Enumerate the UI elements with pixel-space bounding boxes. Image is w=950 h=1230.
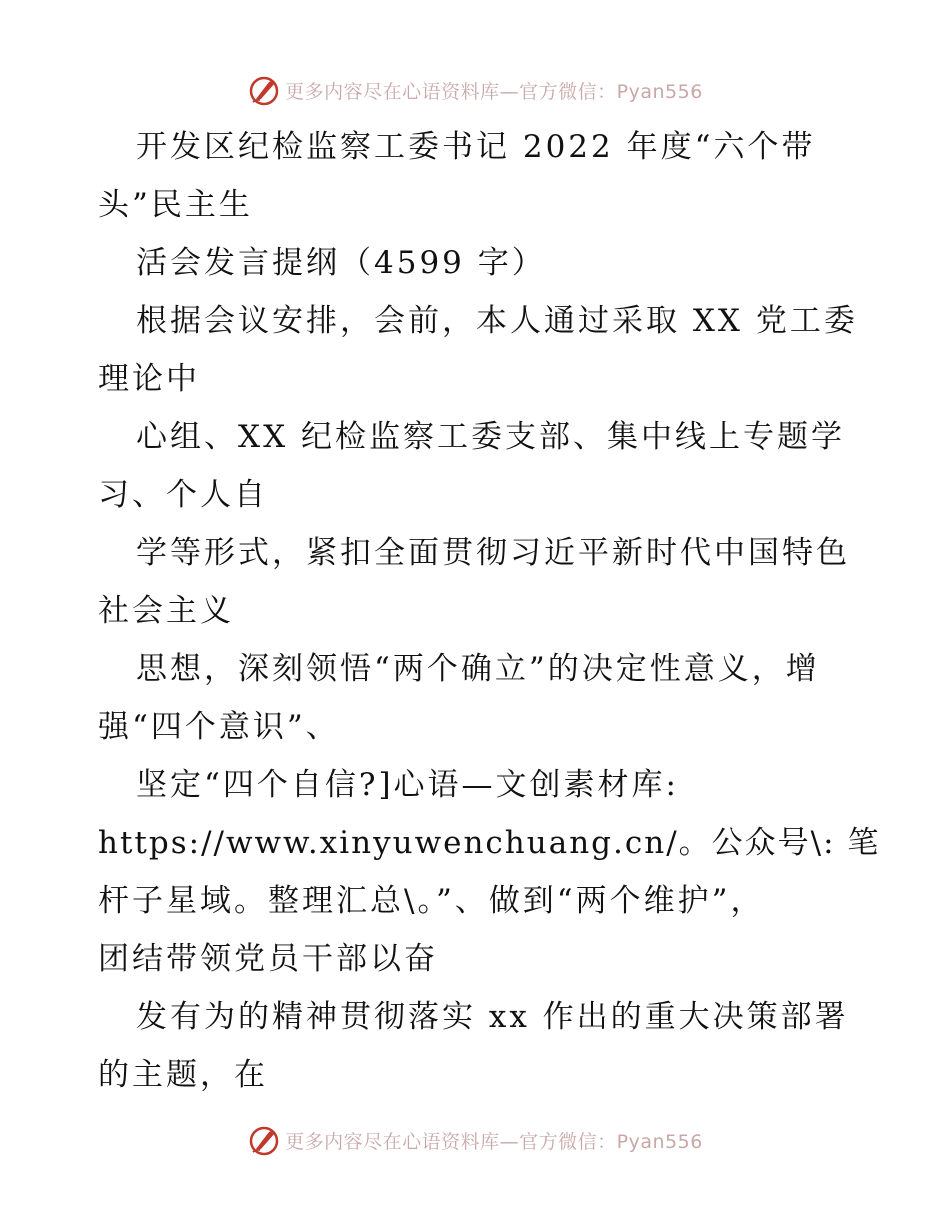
- quill-circle-logo-icon: [247, 73, 281, 107]
- text-line: 发有为的精神贯彻落实 xx 作出的重大决策部署: [136, 999, 849, 1035]
- text-line: 根据会议安排，会前，本人通过采取 XX 党工委: [136, 303, 858, 339]
- text-line: 习、个人自: [98, 477, 268, 513]
- text-line: 理论中: [98, 361, 200, 397]
- text-line: 头”民主生: [98, 187, 253, 223]
- text-line: 开发区纪检监察工委书记 2022 年度“六个带: [136, 129, 816, 165]
- banner-text: 更多内容尽在心语资料库—官方微信：Pyan556: [285, 1130, 703, 1153]
- text-line: 团结带领党员干部以奋: [98, 941, 438, 977]
- text-line: 的主题，在: [98, 1057, 268, 1093]
- text-line: 杆子星域。整理汇总\。”、做到“两个维护”，: [98, 883, 765, 919]
- quill-circle-logo-icon: [247, 1123, 281, 1157]
- text-line: 学等形式，紧扣全面贯彻习近平新时代中国特色: [136, 535, 850, 571]
- text-line: 社会主义: [98, 593, 234, 629]
- text-line: 思想，深刻领悟“两个确立”的决定性意义，增: [136, 651, 820, 687]
- banner-text: 更多内容尽在心语资料库—官方微信：Pyan556: [285, 80, 703, 103]
- text-line: 活会发言提纲（4599 字）: [136, 245, 546, 281]
- document-body: [98, 118, 881, 1104]
- text-line: 坚定“四个自信?]心语—文创素材库:: [136, 767, 680, 803]
- text-line-url: https://www.xinyuwenchuang.cn/。公众号\: 笔: [98, 825, 881, 861]
- text-line: 心组、XX 纪检监察工委支部、集中线上专题学: [136, 419, 845, 455]
- footer-banner: [0, 1120, 950, 1160]
- text-line: 强“四个意识”、: [98, 709, 340, 745]
- header-banner: [0, 70, 950, 110]
